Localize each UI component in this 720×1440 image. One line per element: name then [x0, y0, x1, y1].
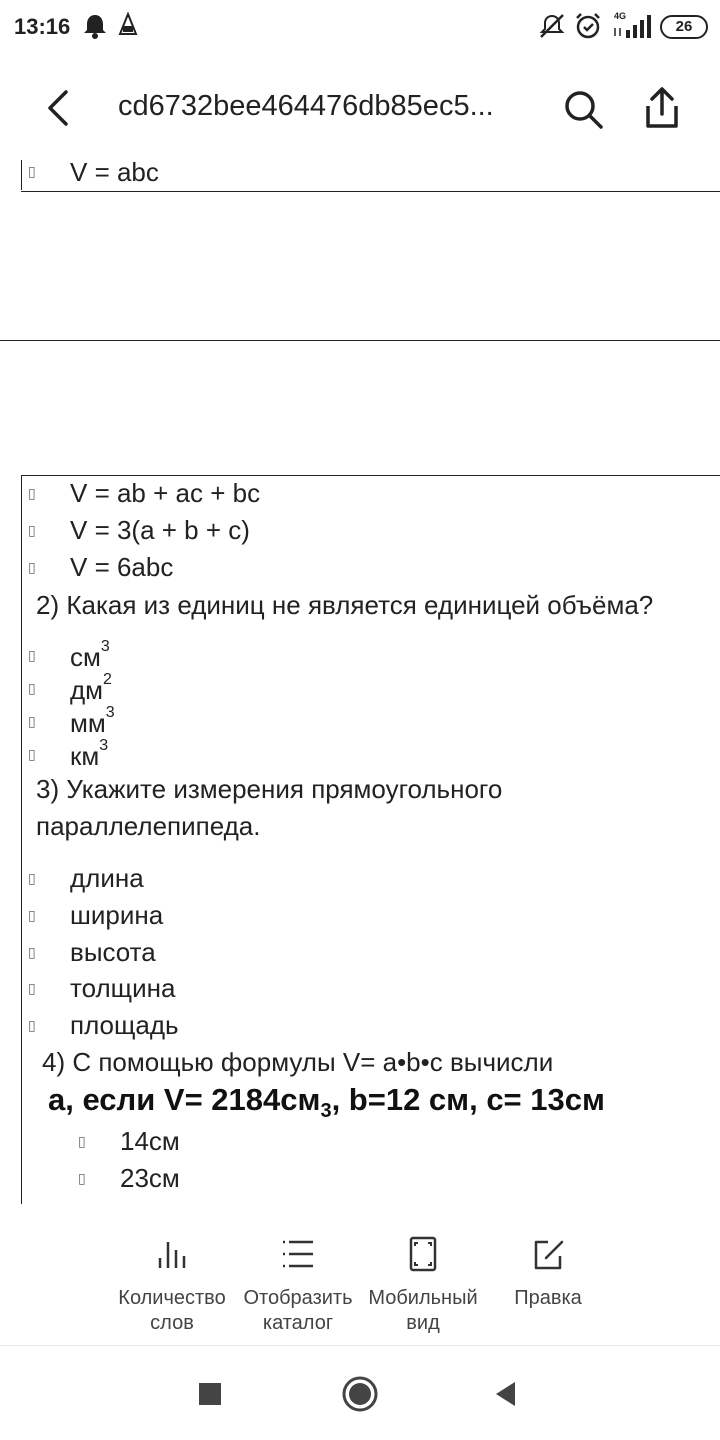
mobile-view-button[interactable] — [359, 1234, 487, 1336]
back-arrow-icon[interactable] — [40, 86, 80, 130]
home-icon[interactable] — [338, 1372, 382, 1416]
dimension-option: высота — [70, 937, 156, 967]
dimension-option: длина — [70, 863, 144, 893]
table-border — [21, 191, 720, 192]
mobile-view-icon — [403, 1234, 443, 1274]
notification-bell-icon — [82, 12, 108, 40]
back-icon[interactable] — [484, 1372, 528, 1416]
mute-icon — [538, 12, 566, 40]
search-icon[interactable] — [562, 88, 604, 130]
question-3-continued: параллелепипеда. — [36, 811, 261, 841]
formula-option: V = abc — [70, 160, 159, 187]
bullet-glyph: ▯ — [28, 681, 36, 697]
bullet-glyph: ▯ — [28, 560, 36, 576]
bullet-glyph: ▯ — [28, 747, 36, 763]
app-notification-icon — [118, 12, 138, 38]
edit-icon — [528, 1234, 568, 1274]
question-3: 3) Укажите измерения прямоугольного — [36, 774, 503, 804]
bottom-toolbar — [0, 1204, 720, 1346]
alarm-icon — [574, 12, 602, 40]
bar-chart-icon — [152, 1234, 192, 1274]
bullet-glyph: ▯ — [28, 714, 36, 730]
unit-option: $дм^2$ — [70, 671, 112, 705]
document-content[interactable] — [0, 160, 720, 1204]
answer-option: 14см — [120, 1126, 180, 1156]
recents-icon[interactable] — [188, 1372, 232, 1416]
question-2: 2) Какая из единиц не является единицей объёма? — [36, 590, 654, 620]
dimension-option: ширина — [70, 900, 164, 930]
battery-icon: 26 — [660, 15, 708, 39]
bullet-glyph: ▯ — [28, 908, 36, 924]
signal-icon — [612, 12, 654, 40]
question-4-condition: а, если $V= 2184см_3$, b=12 см, c= 13см — [48, 1082, 605, 1123]
unit-option: $км^3$ — [70, 737, 109, 771]
bullet-glyph: ▯ — [28, 1018, 36, 1034]
word-count-button[interactable] — [108, 1234, 236, 1336]
toolbar-label: Количество слов — [118, 1287, 226, 1334]
formula-option: V = 6abc — [70, 552, 174, 582]
toolbar-label: Отобразить каталог — [243, 1287, 353, 1334]
question-4: 4) С помощью формулы V= a•b•c вычисли — [42, 1047, 554, 1077]
toolbar-label: Мобильный вид — [368, 1287, 478, 1334]
bullet-glyph: ▯ — [28, 523, 36, 539]
table-border-left — [21, 160, 22, 190]
bullet-glyph: ▯ — [78, 1134, 86, 1150]
share-icon[interactable] — [640, 84, 684, 132]
table-border — [21, 475, 720, 476]
app-bar — [0, 56, 720, 160]
bullet-glyph: ▯ — [28, 945, 36, 961]
show-catalog-button[interactable] — [234, 1234, 362, 1336]
answer-option: 23см — [120, 1163, 180, 1193]
bullet-glyph: ▯ — [28, 486, 36, 502]
dimension-option: площадь — [70, 1010, 179, 1040]
status-time: 13:16 — [14, 14, 71, 39]
table-border-left — [21, 475, 22, 1204]
bullet-glyph: ▯ — [28, 164, 36, 180]
status-bar — [0, 0, 720, 56]
network-type: 4G — [614, 11, 627, 21]
formula-option: V = ab + ac + bc — [70, 478, 261, 508]
unit-option: $мм^3$ — [70, 704, 115, 738]
list-icon — [278, 1234, 318, 1274]
system-nav-bar — [0, 1346, 720, 1440]
formula-option: V = 3(a + b + c) — [70, 515, 250, 545]
document-title: cd6732bee464476db85ec5... — [118, 90, 494, 122]
unit-option: $см^3$ — [70, 638, 110, 672]
edit-button[interactable] — [484, 1234, 612, 1311]
toolbar-label: Правка — [514, 1287, 582, 1309]
bullet-glyph: ▯ — [28, 648, 36, 664]
bullet-glyph: ▯ — [28, 871, 36, 887]
bullet-glyph: ▯ — [78, 1171, 86, 1187]
bullet-glyph: ▯ — [28, 981, 36, 997]
table-border — [0, 340, 720, 341]
dimension-option: толщина — [70, 973, 176, 1003]
